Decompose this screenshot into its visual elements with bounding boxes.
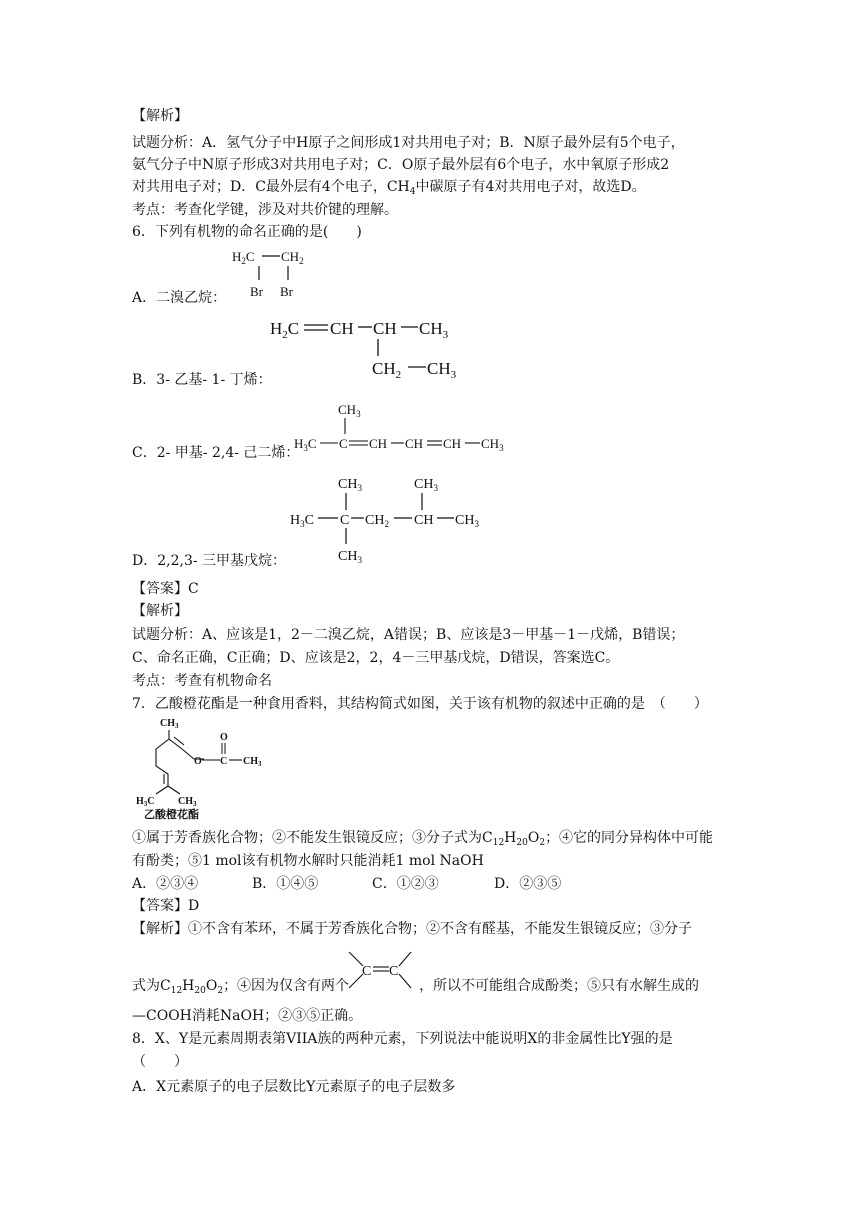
q7-items-line-2: 有酚类；⑤1 mol该有机物水解时只能消耗1 mol NaOH: [132, 853, 484, 869]
svg-text:H3C: $H_3C$: [136, 796, 155, 808]
q6-option-b-label: B．3- 乙基- 1- 丁烯：: [132, 372, 272, 388]
q6-analysis-line-1: 试题分析：A、应该是1，2－二溴乙烷，A错误；B、应该是3－甲基－1－戊烯，B错误；: [132, 627, 685, 643]
q5-analysis-line-3: 对共用电子对；D．C最外层有4个电子，$CH_4$中碳原子有4对共用电子对，故选D。: [132, 179, 646, 197]
q8-stem-line-1: 8．X、Y是元素周期表第VIIA族的两种元素，下列说法中能说明X的非金属性比Y强的是: [132, 1031, 673, 1047]
svg-text:CH: CH: [330, 319, 354, 338]
q5-analysis-line-2: 氨气分子中N原子形成3对共用电子对；C．O原子最外层有6个电子，水中氧原子形成2: [132, 157, 670, 173]
svg-text:H3C: $H_3C$: [290, 513, 314, 529]
svg-text:CH3: $CH_3$: [338, 402, 361, 419]
q8-option-a: A．X元素原子的电子层数比Y元素原子的电子层数多: [132, 1079, 456, 1095]
q5-jiexi-label: 【解析】: [132, 108, 188, 124]
svg-text:CH3: $CH_3$: [338, 549, 362, 565]
svg-text:H2C: $H_2C$: [232, 249, 255, 266]
q5-kaodian: 考点：考查化学键，涉及对共价键的理解。: [132, 202, 398, 218]
q7-answer: 【答案】D: [132, 898, 200, 914]
svg-text:CH2: $CH_2$: [372, 359, 402, 381]
svg-text:CH2: $CH_2$: [365, 513, 389, 529]
q7-structure-figure: [132, 714, 282, 824]
q7-choice-b: B．①④⑤: [252, 876, 319, 892]
svg-text:O: O: [194, 756, 202, 767]
svg-text:CH3: $CH_3$: [160, 718, 179, 730]
q7-choice-a: A．②③④: [132, 876, 199, 892]
q7-choice-c: C．①②③: [372, 876, 439, 892]
svg-text:C: C: [362, 964, 372, 979]
q7-choice-d: D．②③⑤: [494, 876, 562, 892]
q7-jiexi-line-3: —COOH消耗NaOH；②③⑤正确。: [132, 1008, 363, 1024]
svg-text:CH2: $CH_2$: [281, 249, 304, 266]
q6-stem: 6．下列有机物的命名正确的是( ): [132, 224, 362, 240]
svg-text:Br: Br: [250, 284, 263, 299]
svg-text:CH3: $CH_3$: [481, 436, 504, 453]
svg-text:CH: CH: [443, 436, 462, 451]
q7-stem: 7．乙酸橙花酯是一种食用香料，其结构简式如图，关于该有机物的叙述中正确的是 （ ）: [132, 696, 708, 712]
svg-text:CH3: $CH_3$: [427, 359, 457, 381]
q6-option-a-label: A．二溴乙烷：: [132, 290, 227, 306]
svg-text:Br: Br: [280, 284, 293, 299]
svg-text:CH3: $CH_3$: [178, 796, 197, 808]
svg-text:O: O: [220, 732, 228, 743]
svg-text:CH3: $CH_3$: [455, 513, 479, 529]
q6-kaodian: 考点：考查有机物命名: [132, 673, 272, 689]
svg-text:CH: CH: [405, 436, 424, 451]
q6-option-b-structure: [268, 312, 468, 382]
svg-text:H3C: $H_3C$: [294, 436, 317, 453]
svg-text:CH: CH: [369, 436, 388, 451]
svg-text:C: C: [339, 436, 348, 451]
q7-jiexi-line-2: 式为$C_{12}H_{20}O_2$；④因为仅含有两个 ，所以不可能组合成酚类；⑤只有水解生成的: [132, 978, 700, 996]
q6-jiexi-label: 【解析】: [132, 603, 188, 619]
svg-text:CH3: $CH_3$: [243, 756, 262, 768]
q6-option-c-label: C．2- 甲基- 2,4- 己二烯：: [132, 445, 300, 461]
svg-text:CH3: $CH_3$: [414, 477, 438, 493]
svg-text:CH3: $CH_3$: [419, 319, 449, 341]
q6-option-c-structure: [292, 398, 512, 460]
q7-jiexi-line-1: 【解析】①不含有苯环，不属于芳香族化合物；②不含有醛基，不能发生银镜反应；③分子: [132, 921, 692, 937]
svg-text:C: C: [340, 513, 350, 528]
q6-analysis-line-2: C、命名正确，C正确；D、应该是2，2，4－三甲基戊烷，D错误，答案选C。: [132, 650, 620, 666]
q7-figure-caption: 乙酸橙花酯: [144, 809, 199, 821]
q6-option-a-structure: [228, 244, 318, 300]
q5-analysis-line-1: 试题分析：A．氢气分子中H原子之间形成1对共用电子对；B．N原子最外层有5个电子，: [132, 135, 685, 151]
svg-text:C: C: [389, 964, 399, 979]
q6-answer: 【答案】C: [132, 581, 199, 597]
q6-option-d-label: D．2,2,3- 三甲基戊烷：: [132, 553, 287, 569]
svg-text:CH3: $CH_3$: [338, 477, 362, 493]
svg-text:CH: CH: [373, 319, 397, 338]
svg-text:H2C: $H_2C$: [270, 319, 300, 341]
q7-items-line-1: ①属于芳香族化合物；②不能发生银镜反应；③分子式为$C_{12}H_{20}O_2$；④它的同分异构体中可能: [132, 830, 714, 848]
q8-stem-line-2: （ ）: [132, 1054, 188, 1070]
svg-text:C: C: [220, 756, 228, 767]
svg-text:CH: CH: [414, 513, 434, 528]
q6-option-d-structure: [288, 470, 498, 566]
